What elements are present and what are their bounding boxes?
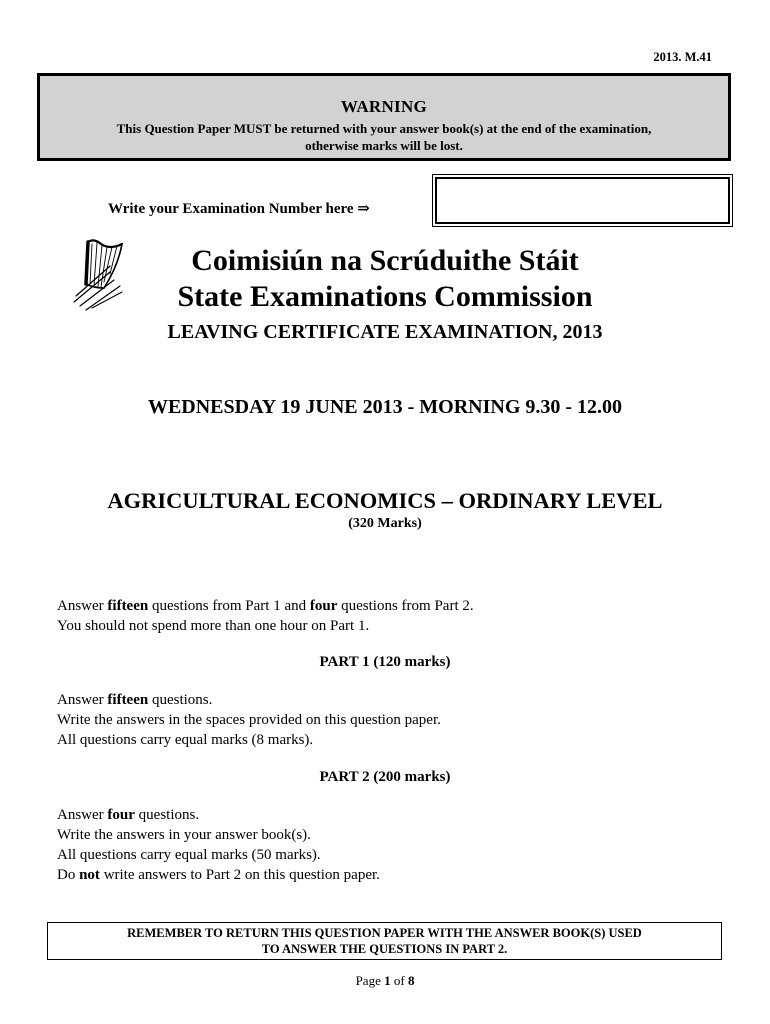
subject-title: AGRICULTURAL ECONOMICS – ORDINARY LEVEL [107, 488, 663, 513]
instruction-text: questions from Part 1 and [148, 598, 310, 614]
warning-title: WARNING [340, 97, 428, 116]
page-total: 8 [407, 973, 415, 988]
instruction-text: questions from Part 2. [337, 598, 474, 614]
reminder-box [47, 922, 722, 960]
exam-date-time: WEDNESDAY 19 JUNE 2013 - MORNING 9.30 - 12.00 [147, 396, 623, 418]
warning-line-2: otherwise marks will be lost. [305, 138, 463, 153]
instruction-line [57, 865, 380, 885]
instruction-emphasis: four [107, 807, 135, 823]
instruction-text: write answers to Part 2 on this question paper. [99, 867, 380, 883]
instruction-line: All questions carry equal marks (8 marks). [57, 732, 314, 748]
warning-message [50, 120, 718, 154]
warning-line-1: This Question Paper MUST be returned with your answer book(s) at the end of the examination, [116, 121, 652, 136]
instruction-emphasis: not [79, 867, 100, 883]
exam-number-field-inner [435, 177, 730, 224]
instruction-text: questions. [134, 807, 200, 823]
organisation-english-name: State Examinations Commission [177, 280, 593, 313]
instruction-emphasis: fifteen [107, 598, 149, 614]
page-of: of [390, 973, 408, 988]
instruction-text: Do [57, 867, 80, 883]
page-prefix: Page [355, 973, 385, 988]
exam-title: LEAVING CERTIFICATE EXAMINATION, 2013 [167, 321, 603, 343]
instruction-text: Answer [57, 807, 108, 823]
organisation-irish-name: Coimisiún na Scrúduithe Stáit [191, 244, 579, 277]
part2-heading: PART 2 (200 marks) [319, 769, 451, 785]
part1-instructions [57, 690, 441, 750]
instruction-text: Answer [57, 598, 108, 614]
subject-total-marks: (320 Marks) [348, 516, 422, 531]
paper-code: 2013. M.41 [653, 50, 712, 64]
general-instructions [57, 596, 474, 636]
instruction-text: questions. [148, 692, 213, 708]
instruction-emphasis: four [309, 598, 338, 614]
exam-number-label: Write your Examination Number here ⇒ [108, 201, 370, 217]
page-number [0, 973, 770, 989]
part2-instructions [57, 805, 380, 885]
instruction-line [57, 805, 380, 825]
instruction-line: All questions carry equal marks (50 marks). [57, 847, 321, 863]
part1-heading: PART 1 (120 marks) [319, 654, 451, 670]
instruction-line: You should not spend more than one hour on Part 1. [57, 618, 370, 634]
warning-box [37, 73, 731, 161]
reminder-line-2: TO ANSWER THE QUESTIONS IN PART 2. [261, 942, 508, 956]
instruction-line [57, 690, 441, 710]
instruction-text: Answer [57, 692, 108, 708]
page-current: 1 [384, 973, 391, 988]
reminder-line-1: REMEMBER TO RETURN THIS QUESTION PAPER WITH THE ANSWER BOOK(S) USED [127, 926, 642, 940]
instruction-line [57, 596, 474, 616]
exam-number-field[interactable] [432, 174, 733, 227]
instruction-emphasis: fifteen [107, 692, 149, 708]
instruction-line: Write the answers in your answer book(s). [57, 827, 311, 843]
instruction-line: Write the answers in the spaces provided on this question paper. [57, 712, 441, 728]
